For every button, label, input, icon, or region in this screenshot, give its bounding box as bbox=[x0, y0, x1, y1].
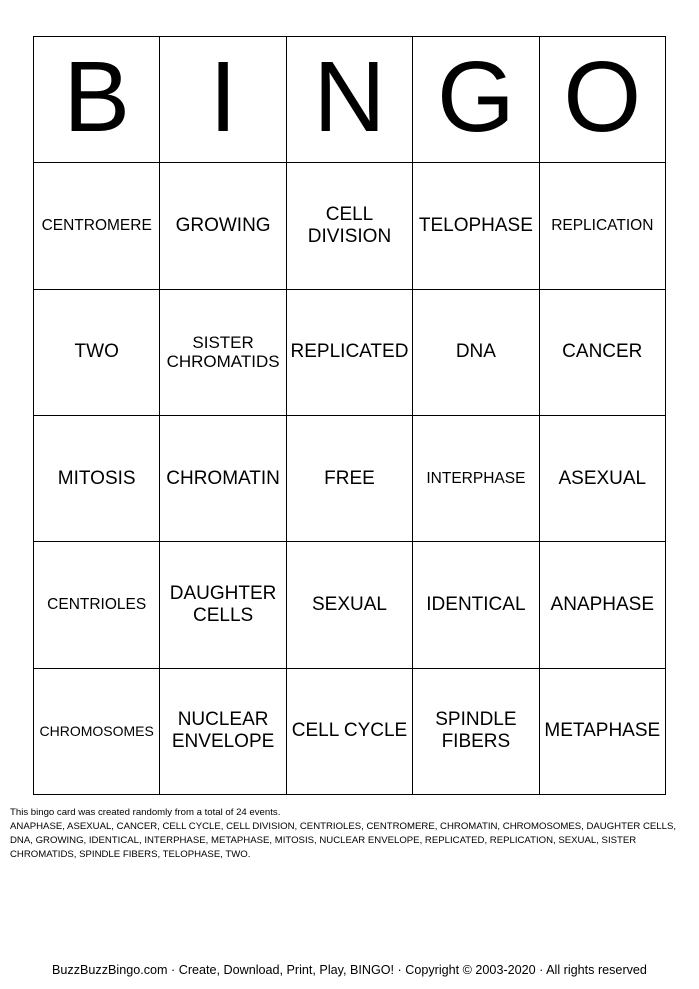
header-letter-o: O bbox=[540, 37, 666, 163]
card-info bbox=[10, 806, 690, 862]
header-letter-b: B bbox=[34, 37, 160, 163]
bingo-cell: METAPHASE bbox=[540, 669, 666, 795]
bingo-cell: TWO bbox=[34, 290, 160, 416]
bingo-cell: REPLICATION bbox=[540, 163, 666, 289]
card-info-note: This bingo card was created randomly from a total of 24 events. bbox=[10, 807, 281, 818]
bingo-cell: SEXUAL bbox=[287, 542, 413, 668]
bingo-cell: TELOPHASE bbox=[413, 163, 539, 289]
bingo-cell: SISTER CHROMATIDS bbox=[160, 290, 286, 416]
bingo-cell: DNA bbox=[413, 290, 539, 416]
bingo-cell: ANAPHASE bbox=[540, 542, 666, 668]
bingo-cell: IDENTICAL bbox=[413, 542, 539, 668]
bingo-card-grid bbox=[33, 36, 666, 795]
bingo-cell: DAUGHTER CELLS bbox=[160, 542, 286, 668]
header-letter-n: N bbox=[287, 37, 413, 163]
card-info-events: ANAPHASE, ASEXUAL, CANCER, CELL CYCLE, CELL DIVISION, CENTRIOLES, CENTROMERE, CHROMATIN, CHROMOSOMES, DAUGHTER CELLS, DNA, GROWING, IDENTICAL, INTERPHASE, METAPHASE, MITOSIS, NUCLEAR ENVELOPE, REPLICATED, REPLICATION, SEXUAL, SISTER CHROMATIDS, SPINDLE FIBERS, TELOPHASE, TWO. bbox=[10, 821, 677, 860]
bingo-cell: CHROMOSOMES bbox=[34, 669, 160, 795]
bingo-cell: CHROMATIN bbox=[160, 416, 286, 542]
bingo-cell: GROWING bbox=[160, 163, 286, 289]
bingo-cell: CENTRIOLES bbox=[34, 542, 160, 668]
bingo-cell: NUCLEAR ENVELOPE bbox=[160, 669, 286, 795]
bingo-cell: INTERPHASE bbox=[413, 416, 539, 542]
bingo-cell: CELL DIVISION bbox=[287, 163, 413, 289]
header-letter-g: G bbox=[413, 37, 539, 163]
bingo-cell: ASEXUAL bbox=[540, 416, 666, 542]
bingo-cell: REPLICATED bbox=[287, 290, 413, 416]
header-letter-i: I bbox=[160, 37, 286, 163]
site-footer: BuzzBuzzBingo.com · Create, Download, Print, Play, BINGO! · Copyright © 2003-2020 · All rights reserved bbox=[52, 963, 647, 977]
bingo-cell: SPINDLE FIBERS bbox=[413, 669, 539, 795]
bingo-cell: CANCER bbox=[540, 290, 666, 416]
bingo-cell: MITOSIS bbox=[34, 416, 160, 542]
bingo-cell: CELL CYCLE bbox=[287, 669, 413, 795]
free-space-cell: FREE bbox=[287, 416, 413, 542]
bingo-cell: CENTROMERE bbox=[34, 163, 160, 289]
